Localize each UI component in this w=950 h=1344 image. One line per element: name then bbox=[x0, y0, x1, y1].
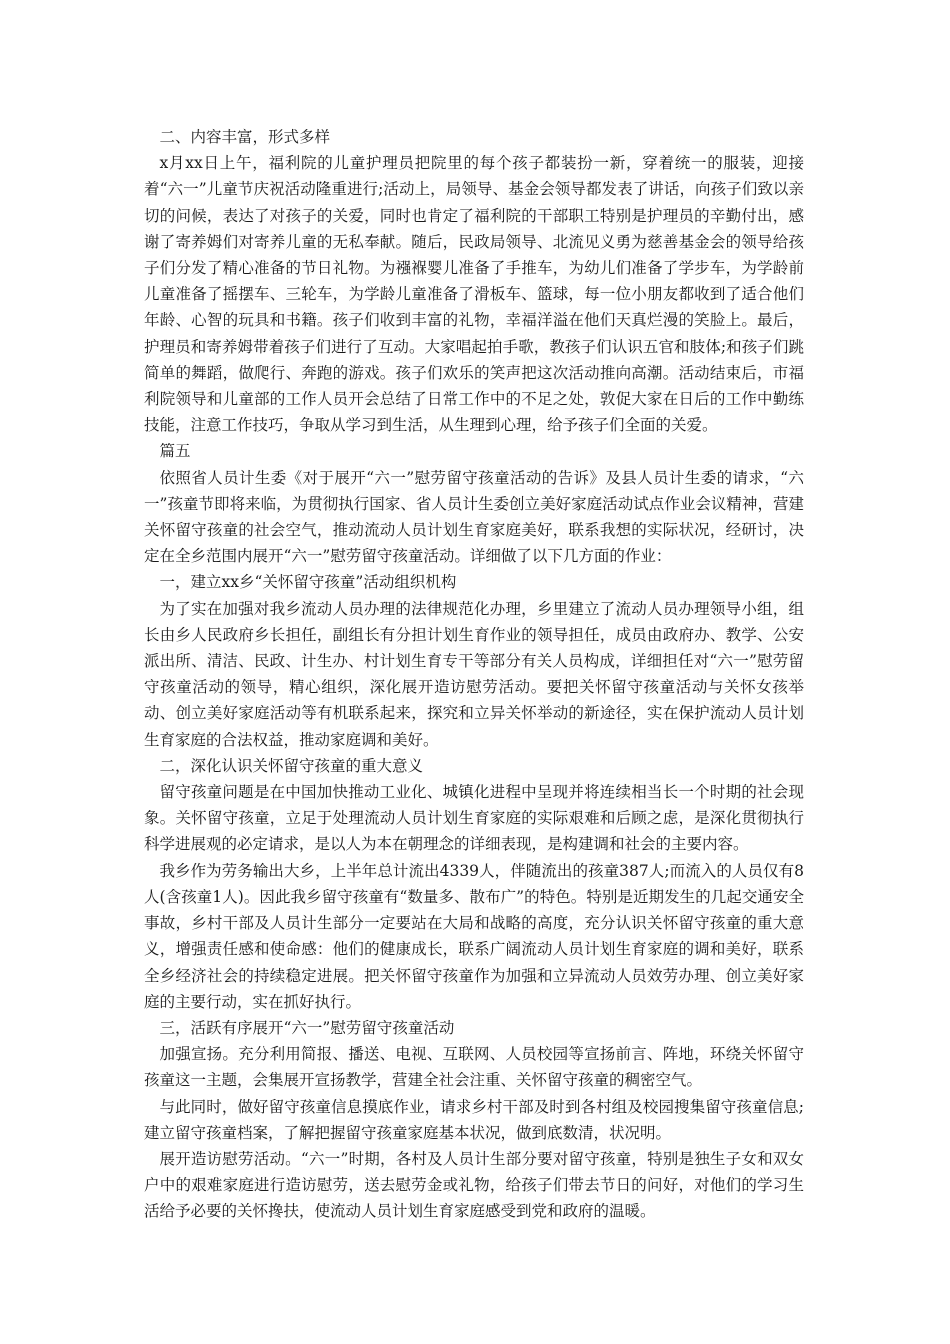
paragraph-intro-notice: 依照省人员计生委《对于展开“六一”慰劳留守孩童活动的告诉》及县人员计生委的请求，“六一”孩童节即将来临，为贯彻执行国家、省人员计生委创立美好家庭活动试点作业会议精神，营建关怀留守孩童的社会空气，推动流动人员计划生育家庭美好，联系我想的实际状况，经研讨，决定在全乡范围内展开“六一”慰劳留守孩童活动。详细做了以下几方面的作业： bbox=[144, 468, 804, 566]
section-heading-activities: 三，活跃有序展开“六一”慰劳留守孩童活动 bbox=[159, 1018, 455, 1037]
paragraph-visits: 展开造访慰劳活动。“六一”时期，各村及人员计生部分要对留守孩童，特别是独生子女和双女户中的艰难家庭进行造访慰劳，送去慰劳金或礼物，给孩子们带去节日的问好，对他们的学习生活给予必要的关怀搀扶，使流动人员计划生育家庭感受到党和政府的温暖。 bbox=[144, 1149, 804, 1221]
paragraph-childrens-day-event: x月xx日上午，福利院的儿童护理员把院里的每个孩子都装扮一新，穿着统一的服装，迎接着“六一”儿童节庆祝活动隆重进行;活动上，局领导、基金会领导都发表了讲话，向孩子们致以亲切的问候，表达了对孩子的关爱，同时也肯定了福利院的干部职工特别是护理员的辛勤付出，感谢了寄养姆们对寄养儿童的无私奉献。随后，民政局领导、北流见义勇为慈善基金会的领导给孩子们分发了精心准备的节日礼物。为襁褓婴儿准备了手推车，为幼儿们准备了学步车，为学龄前儿童准备了摇摆车、三轮车，为学龄儿童准备了滑板车、篮球，每一位小朋友都收到了适合他们年龄、心智的玩具和书籍。孩子们收到丰富的礼物，幸福洋溢在他们天真烂漫的笑脸上。最后，护理员和寄养姆带着孩子们进行了互动。大家唱起拍手歌，教孩子们认识五官和肢体;和孩子们跳简单的舞蹈，做爬行、奔跑的游戏。孩子们欢乐的笑声把这次活动推向高潮。活动结束后，市福利院领导和儿童部的工作人员开会总结了日常工作中的不足之处，敦促大家在日后的工作中勤练技能，注意工作技巧，争取从学习到生活，从生理到心理，给予孩子们全面的关爱。 bbox=[144, 154, 804, 435]
paragraph-labor-export: 我乡作为劳务输出大乡，上半年总计流出4339人，伴随流出的孩童387人;而流入的人员仅有8人(含孩童1人)。因此我乡留守孩童有“数量多、散布广”的特色。特别是近期发生的几起交通安全事故，乡村干部及人员计生部分一定要站在大局和战略的高度，充分认识关怀留守孩童的重大意义，增强责任感和使命感：他们的健康成长，联系广阔流动人员计划生育家庭的调和美好，联系全乡经济社会的持续稳定进展。把关怀留守孩童作为加强和立异流动人员效劳办理、创立美好家庭的主要行动，实在抓好执行。 bbox=[144, 861, 804, 1011]
section-heading-organization: 一，建立xx乡“关怀留守孩童”活动组织机构 bbox=[159, 573, 457, 592]
paragraph-social-phenomenon: 留守孩童问题是在中国加快推动工业化、城镇化进程中呈现并将连续相当长一个时期的社会现象。关怀留守孩童，立足于处理流动人员计划生育家庭的实际艰难和后顾之虑，是深化贯彻执行科学进展观的必定请求，是以人为本在朝理念的详细表现，是构建调和社会的主要内容。 bbox=[144, 783, 804, 854]
section-heading-part-five: 篇五 bbox=[159, 442, 191, 461]
paragraph-leadership-group: 为了实在加强对我乡流动人员办理的法律规范化办理，乡里建立了流动人员办理领导小组，组长由乡人民政府乡长担任，副组长有分担计划生育作业的领导担任，成员由政府办、教学、公安派出所、清洁、民政、计生办、村计划生育专干等部分有关人员构成，详细担任对“六一”慰劳留守孩童活动的领导，精心组织，深化展开造访慰劳活动。要把关怀留守孩童活动与关怀女孩举动、创立美好家庭活动等有机联系起来，探究和立异关怀举动的新途径，实在保护流动人员计划生育家庭的合法权益，推动家庭调和美好。 bbox=[144, 599, 804, 749]
paragraph-information-survey: 与此同时，做好留守孩童信息摸底作业，请求乡村干部及时到各村组及校园搜集留守孩童信息;建立留守孩童档案，了解把握留守孩童家庭基本状况，做到底数清，状况明。 bbox=[144, 1097, 804, 1142]
section-heading-content-rich: 二、内容丰富，形式多样 bbox=[159, 128, 331, 146]
paragraph-publicity: 加强宣扬。充分利用简报、播送、电视、互联网、人员校园等宣扬前言、阵地，环绕关怀留守孩童这一主题，会集展开宣扬教学，营建全社会注重、关怀留守孩童的稠密空气。 bbox=[144, 1045, 804, 1090]
document-body bbox=[144, 124, 804, 1225]
section-heading-significance: 二，深化认识关怀留守孩童的重大意义 bbox=[159, 756, 424, 775]
